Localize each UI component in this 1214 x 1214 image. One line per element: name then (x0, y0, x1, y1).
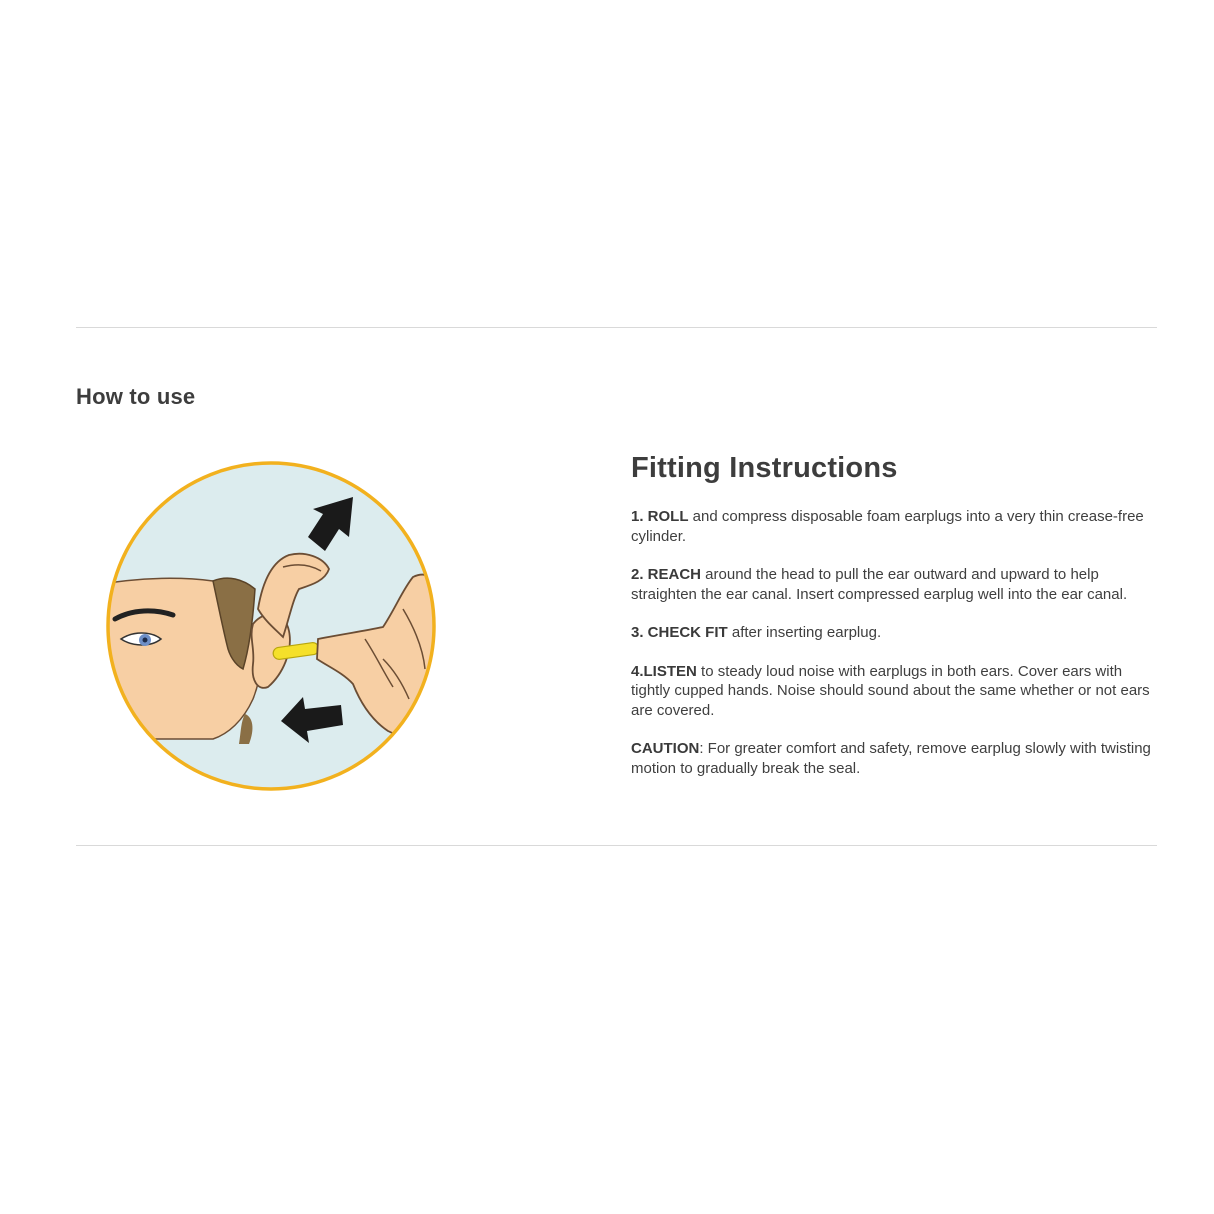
step-keyword: 2. REACH (631, 566, 702, 583)
step-text: around the head to pull the ear outward and upward to help straighten the ear canal. Insert compressed earplug well into the ear canal. (631, 566, 1128, 603)
step-keyword: CAUTION (631, 740, 700, 757)
section-heading: How to use (76, 384, 196, 409)
bottom-divider (76, 845, 1157, 846)
fitting-instructions (631, 452, 1161, 797)
step-keyword: 1. ROLL (631, 508, 689, 525)
top-divider (76, 327, 1157, 328)
step-keyword: 4.LISTEN (631, 662, 697, 680)
step-text: and compress disposable foam earplugs into a very thin crease-free cylinder. (631, 508, 1144, 545)
step-text: to steady loud noise with earplugs in both ears. Cover ears with tightly cupped hands. Noise should sound about the same whether or not ears are covered. (631, 662, 1150, 719)
step-listen (631, 662, 1161, 721)
step-roll (631, 507, 1161, 546)
step-keyword: 3. CHECK FIT (631, 624, 728, 641)
instructions-title: Fitting Instructions (631, 452, 898, 484)
earplug-fitting-illustration-icon (103, 459, 439, 793)
step-text: : For greater comfort and safety, remove earplug slowly with twisting motion to gradually break the seal. (631, 740, 1151, 777)
step-text: after inserting earplug. (727, 624, 882, 641)
step-caution (631, 739, 1161, 778)
step-check-fit (631, 623, 1161, 643)
step-reach (631, 565, 1161, 604)
